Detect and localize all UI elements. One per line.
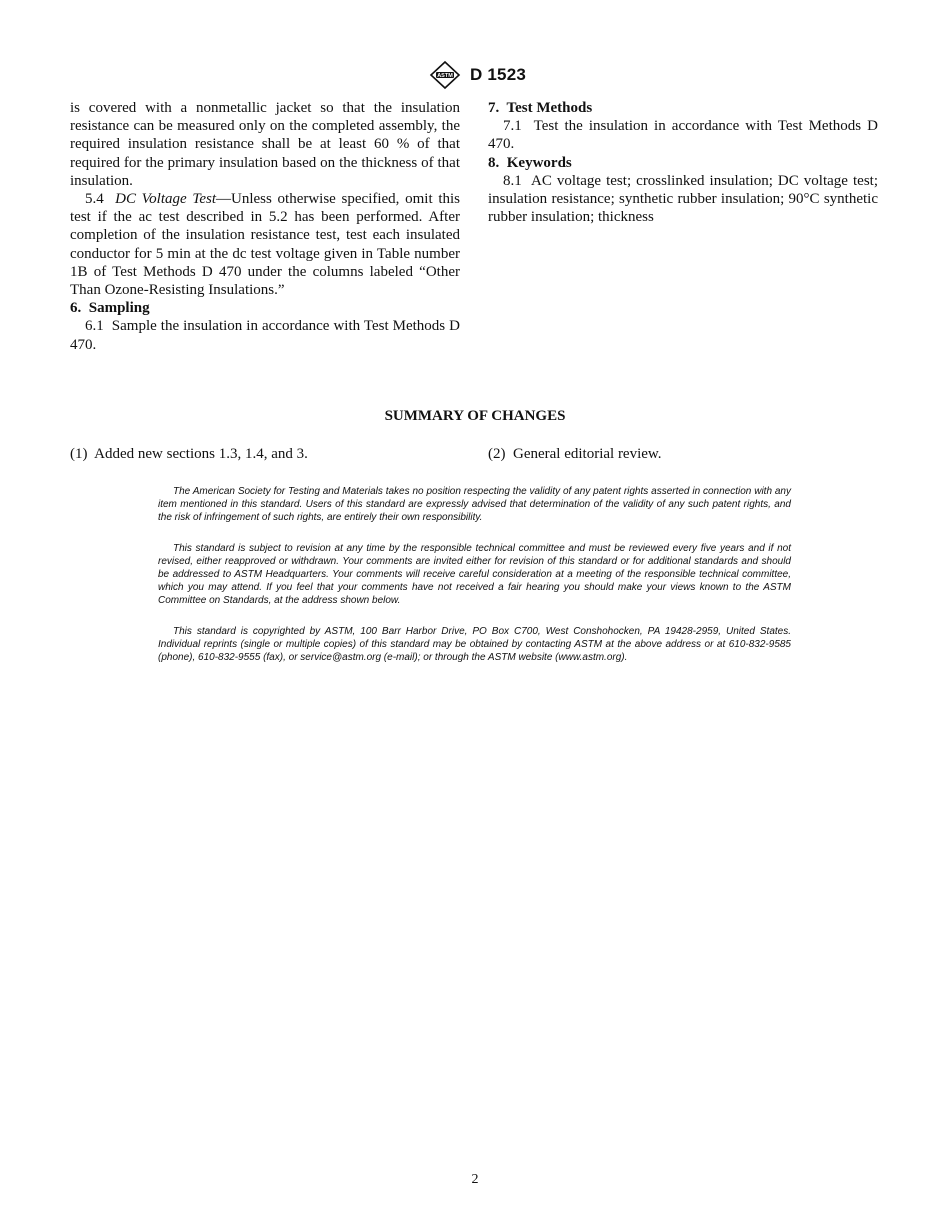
paragraph-7-1: 7.1 Test the insulation in accordance with Test Methods D 470. [488, 118, 882, 153]
page-header [0, 60, 950, 90]
section-8-heading: 8. Keywords [488, 154, 572, 171]
svg-text:ASTM: ASTM [437, 72, 453, 79]
revision-notice: This standard is subject to revision at any time by the responsible technical committee and must be reviewed every five years and if not revised, either reapproved or withdrawn. Your comments are invited either for revision of this standard or for additional standards and should be addressed to ASTM Headquarters. Your comments will receive careful consideration at a meeting of the responsible technical committee, which you may attend. If you feel that your comments have not received a fair hearing you should make your views known to the ASTM Committee on Standards, at the address shown below. [158, 542, 791, 607]
change-item-1: (1) Added new sections 1.3, 1.4, and 3. [70, 446, 308, 462]
summary-of-changes-heading: SUMMARY OF CHANGES [384, 408, 566, 424]
paragraph-8-1: 8.1 AC voltage test; crosslinked insulation; DC voltage test; insulation resistance; synthetic rubber insulation; 90°C synthetic rubber insulation; thickness [488, 172, 882, 226]
copyright-notice: This standard is copyrighted by ASTM, 100 Barr Harbor Drive, PO Box C700, West Conshohocken, PA 19428-2959, United States. Individual reprints (single or multiple copies) of this standard may be obtained by contacting ASTM at the above address or at 610-832-9585 (phone), 610-832-9555 (fax), or service@astm.org (e-mail); or through the ASTM website (www.astm.org). [158, 625, 791, 664]
astm-logo-icon [428, 60, 462, 90]
change-item-2: (2) General editorial review. [488, 446, 662, 462]
paragraph-5-4-title: DC Voltage Test [115, 191, 216, 208]
section-7-heading: 7. Test Methods [488, 100, 593, 116]
right-column [488, 99, 882, 226]
left-column [70, 99, 464, 354]
legal-notices [158, 485, 791, 681]
section-6-heading: 6. Sampling [70, 300, 150, 317]
paragraph-5-4-number: 5.4 [85, 191, 104, 208]
paragraph-5-4 [70, 190, 460, 299]
paragraph-5-4-text: —Unless otherwise specified, omit this test if the ac test described in 5.2 has been performed. After completion of the insulation resistance test, test each insulated conductor for 5 min at the dc test voltage given in Table number 1B of Test Methods D 470 under the columns labeled “Other Than Ozone-Resisting Insulations.” [70, 191, 460, 299]
document-designation: D 1523 [470, 65, 527, 84]
paragraph-6-1: 6.1 Sample the insulation in accordance with Test Methods D 470. [70, 318, 464, 353]
page-number: 2 [471, 1172, 479, 1187]
patent-notice: The American Society for Testing and Materials takes no position respecting the validity of any patent rights asserted in connection with any item mentioned in this standard. Users of this standard are expressly advised that determination of the validity of any such patent rights, and the risk of infringement of such rights, are entirely their own responsibility. [158, 486, 791, 524]
continued-paragraph: is covered with a nonmetallic jacket so that the insulation resistance can be measured only on the completed assembly, the required insulation resistance shall be at least 60 % of that required for the primary insulation based on the thickness of that insulation. [70, 100, 460, 189]
